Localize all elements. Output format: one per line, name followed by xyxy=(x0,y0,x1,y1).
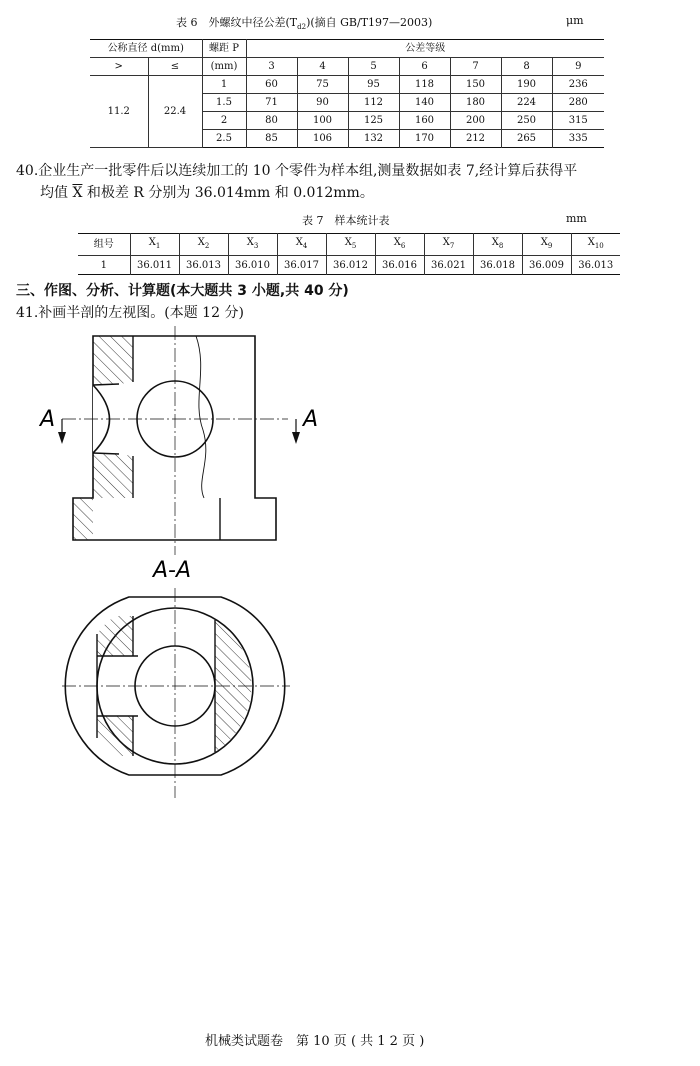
t6-header-grade: 公差等级 xyxy=(246,40,604,58)
t6-header-gt: > xyxy=(90,58,148,76)
t7-header-x: $X_7$ xyxy=(424,234,473,256)
t6-header-pitch: 螺距 P xyxy=(202,40,246,58)
t6-cell: 75 xyxy=(297,76,348,94)
t6-cell: 180 xyxy=(450,94,501,112)
t7-cell: 36.016 xyxy=(375,256,424,275)
t6-cell: 280 xyxy=(552,94,604,112)
t6-cell: 315 xyxy=(552,112,604,130)
t6-grade: 8 xyxy=(501,58,552,76)
t6-pitch: 2.5 xyxy=(202,130,246,148)
t6-cell: 71 xyxy=(246,94,297,112)
t6-cell: 100 xyxy=(297,112,348,130)
t6-pitch: 1.5 xyxy=(202,94,246,112)
t6-cell: 250 xyxy=(501,112,552,130)
hatch-lower-left xyxy=(73,453,133,540)
table7-unit: mm xyxy=(566,212,587,225)
t7-cell: 36.017 xyxy=(277,256,326,275)
t6-cell: 212 xyxy=(450,130,501,148)
t6-header-mm: (mm) xyxy=(202,58,246,76)
t7-header-x: $X_3$ xyxy=(228,234,277,256)
t6-cell: 125 xyxy=(348,112,399,130)
t6-cell: 85 xyxy=(246,130,297,148)
cut-arrow-left xyxy=(58,432,66,444)
hatch-upper-wedge xyxy=(97,616,133,656)
t7-header-x: $X_9$ xyxy=(522,234,571,256)
table-row xyxy=(90,76,604,94)
t6-cell: 112 xyxy=(348,94,399,112)
cut-label-left: A xyxy=(40,407,56,432)
t7-header-x: $X_4$ xyxy=(277,234,326,256)
t6-pitch: 1 xyxy=(202,76,246,94)
t7-header-x: $X_5$ xyxy=(326,234,375,256)
t6-cell: 95 xyxy=(348,76,399,94)
t7-cell: 36.009 xyxy=(522,256,571,275)
t6-grade: 4 xyxy=(297,58,348,76)
table6-caption: 表 6 外螺纹中径公差$(T_{d2})$(摘自 GB/T197—2003) xyxy=(176,16,433,32)
t6-grade: 3 xyxy=(246,58,297,76)
q41-text: 41.补画半剖的左视图。(本题 12 分) xyxy=(16,305,244,321)
t6-cell: 335 xyxy=(552,130,604,148)
q40-line2: 均值 $\overline{X}$ 和极差 R 分别为 36.014mm 和 0.012mm。 xyxy=(40,185,374,201)
t7-cell: 36.011 xyxy=(130,256,179,275)
t6-cell: 150 xyxy=(450,76,501,94)
t6-grade: 6 xyxy=(399,58,450,76)
t6-cell: 236 xyxy=(552,76,604,94)
t7-cell: 36.012 xyxy=(326,256,375,275)
t6-cell: 140 xyxy=(399,94,450,112)
t6-cell: 224 xyxy=(501,94,552,112)
t7-cell: 36.013 xyxy=(571,256,620,275)
t7-cell: 36.021 xyxy=(424,256,473,275)
t6-pitch: 2 xyxy=(202,112,246,130)
table-row xyxy=(78,256,620,275)
table7 xyxy=(78,233,620,275)
t6-cell: 170 xyxy=(399,130,450,148)
t6-cell: 90 xyxy=(297,94,348,112)
section3-heading: 三、作图、分析、计算题(本大题共 3 小题,共 40 分) xyxy=(16,283,349,299)
t6-cell: 80 xyxy=(246,112,297,130)
hatch-upper-left xyxy=(93,336,133,385)
t7-header-x: $X_2$ xyxy=(179,234,228,256)
t7-cell: 36.013 xyxy=(179,256,228,275)
xbar-symbol: $\overline{X}$ xyxy=(72,185,83,201)
t6-grade: 7 xyxy=(450,58,501,76)
t7-group: 1 xyxy=(78,256,130,275)
table6-unit: μm xyxy=(566,14,584,27)
t7-header-x: $X_8$ xyxy=(473,234,522,256)
t6-cell: 265 xyxy=(501,130,552,148)
t7-cell: 36.010 xyxy=(228,256,277,275)
cut-arrow-right xyxy=(292,432,300,444)
t6-cell: 200 xyxy=(450,112,501,130)
t6-cell: 190 xyxy=(501,76,552,94)
section-label: A-A xyxy=(153,558,192,583)
section-view xyxy=(62,588,290,798)
t6-cell: 60 xyxy=(246,76,297,94)
t6-range-to: 22.4 xyxy=(148,76,202,148)
t6-range-from: 11.2 xyxy=(90,76,148,148)
t6-grade: 9 xyxy=(552,58,604,76)
table7-caption: 表 7 样本统计表 xyxy=(302,214,390,227)
table6 xyxy=(90,39,604,148)
q40-line1: 40.企业生产一批零件后以连续加工的 10 个零件为样本组,测量数据如表 7,经计算后获得平 xyxy=(16,163,578,179)
front-view xyxy=(38,326,318,555)
t6-cell: 132 xyxy=(348,130,399,148)
t7-header-group: 组号 xyxy=(78,234,130,256)
technical-drawing xyxy=(0,320,700,820)
t7-header-x: $X_{10}$ xyxy=(571,234,620,256)
t7-cell: 36.018 xyxy=(473,256,522,275)
t7-header-x: $X_1$ xyxy=(130,234,179,256)
t6-cell: 160 xyxy=(399,112,450,130)
t6-cell: 118 xyxy=(399,76,450,94)
page-footer: 机械类试题卷 第 10 页 ( 共 1 2 页 ) xyxy=(205,1034,425,1049)
t7-header-x: $X_6$ xyxy=(375,234,424,256)
hatch-lower-wedge xyxy=(97,716,133,756)
t6-cell: 106 xyxy=(297,130,348,148)
t6-header-diameter: 公称直径 d(mm) xyxy=(90,40,202,58)
cut-label-right: A xyxy=(303,407,319,432)
t6-grade: 5 xyxy=(348,58,399,76)
t6-header-le: ≤ xyxy=(148,58,202,76)
